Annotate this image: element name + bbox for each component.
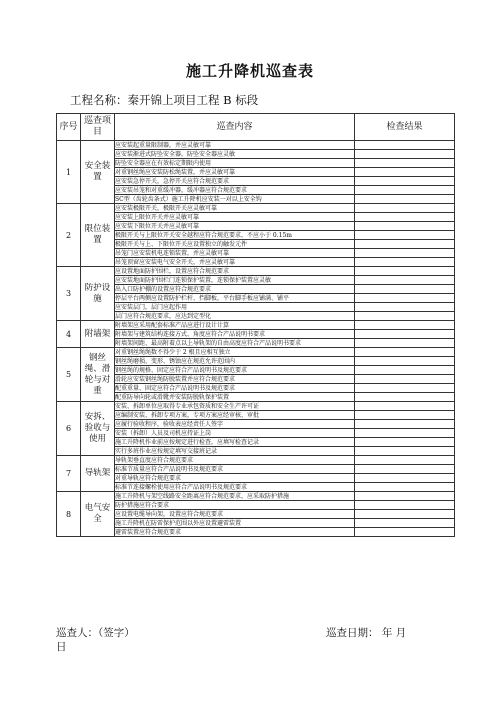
table-row xyxy=(57,267,455,276)
inspection-content: 应安装层门，层门应起作用 xyxy=(115,303,355,312)
inspection-content: 应安装地面防护围栏门连锁保护装置，连锁保护装置应灵敏 xyxy=(115,276,355,285)
inspection-category: 安拆、验收与使用 xyxy=(81,402,115,456)
inspection-category: 安全装置 xyxy=(81,141,115,204)
inspection-content: 应安装下限位开关并应灵敏可靠 xyxy=(115,222,355,231)
result-cell[interactable] xyxy=(355,384,455,393)
result-cell[interactable] xyxy=(355,465,455,474)
result-cell[interactable] xyxy=(355,429,455,438)
table-row xyxy=(57,402,455,411)
inspection-content: 防护措施应符合要求 xyxy=(115,501,355,510)
table-row xyxy=(57,141,455,150)
table-row xyxy=(57,168,455,177)
result-cell[interactable] xyxy=(355,510,455,519)
inspection-content: 应安装极限开关，极限开关应灵敏可靠 xyxy=(115,204,355,213)
table-row xyxy=(57,339,455,348)
result-cell[interactable] xyxy=(355,231,455,240)
table-row xyxy=(57,375,455,384)
result-cell[interactable] xyxy=(355,294,455,303)
result-cell[interactable] xyxy=(355,177,455,186)
result-cell[interactable] xyxy=(355,375,455,384)
result-cell[interactable] xyxy=(355,330,455,339)
result-cell[interactable] xyxy=(355,141,455,150)
table-row xyxy=(57,438,455,447)
table-row xyxy=(57,213,455,222)
table-row xyxy=(57,483,455,492)
table-row xyxy=(57,186,455,195)
table-body xyxy=(57,141,455,537)
result-cell[interactable] xyxy=(355,366,455,375)
inspection-content: 应安装吊笼和对重缓冲器，缓冲器应符合规范要求 xyxy=(115,186,355,195)
row-number: 6 xyxy=(57,402,81,456)
inspection-category: 电气安全 xyxy=(81,492,115,537)
table-row xyxy=(57,294,455,303)
table-row xyxy=(57,150,455,159)
result-cell[interactable] xyxy=(355,501,455,510)
inspection-content: 应履行验收程序，验收表应经责任人签字 xyxy=(115,420,355,429)
inspector-signature: 巡查人：（签字） xyxy=(56,627,135,639)
table-row xyxy=(57,321,455,330)
table-row xyxy=(57,330,455,339)
row-number: 2 xyxy=(57,204,81,267)
result-cell[interactable] xyxy=(355,258,455,267)
inspection-content: 出入口防护棚的设置应符合规范要求 xyxy=(115,285,355,294)
inspection-content: 标准节连接螺栓使用应符合产品说明书及规范要求 xyxy=(115,483,355,492)
result-cell[interactable] xyxy=(355,393,455,402)
result-cell[interactable] xyxy=(355,240,455,249)
inspection-content: 配重防导向轮或滑靴并安装防脱轨保护装置 xyxy=(115,393,355,402)
table-row xyxy=(57,285,455,294)
inspection-content: 对重钢丝绳绳数不得少于 2 根且应相互独立 xyxy=(115,348,355,357)
table-row xyxy=(57,519,455,528)
table-row xyxy=(57,177,455,186)
result-cell[interactable] xyxy=(355,186,455,195)
row-number: 7 xyxy=(57,456,81,492)
inspection-content: 导轨架垂直度应符合规范要求 xyxy=(115,456,355,465)
inspection-content: 对重导轨应符合规范要求 xyxy=(115,474,355,483)
table-row xyxy=(57,357,455,366)
inspection-date: 巡查日期： 年 月 xyxy=(326,627,407,639)
inspection-content: 吊笼门应安装机电连锁装置，并应灵敏可靠 xyxy=(115,249,355,258)
result-cell[interactable] xyxy=(355,204,455,213)
inspection-content: 应安装急停开关，急停开关应符合规范要求 xyxy=(115,177,355,186)
table-row xyxy=(57,447,455,456)
inspection-content: 极限开关与上、下限位开关应设置独立的触发元件 xyxy=(115,240,355,249)
table-row xyxy=(57,240,455,249)
inspection-content: 滑轮应安装钢丝绳防脱装置并应符合规范要求 xyxy=(115,375,355,384)
result-cell[interactable] xyxy=(355,438,455,447)
result-cell[interactable] xyxy=(355,420,455,429)
result-cell[interactable] xyxy=(355,519,455,528)
header-result: 检查结果 xyxy=(355,114,455,141)
inspection-content: 施工升降机在防雷保护范围以外应设置避雷装置 xyxy=(115,519,355,528)
inspection-content: 应安装上限位开关并应灵敏可靠 xyxy=(115,213,355,222)
result-cell[interactable] xyxy=(355,528,455,537)
header-no: 序号 xyxy=(57,114,81,141)
inspection-table xyxy=(56,113,455,537)
table-row xyxy=(57,366,455,375)
result-cell[interactable] xyxy=(355,276,455,285)
result-cell[interactable] xyxy=(355,249,455,258)
header-content: 巡查内容 xyxy=(115,114,355,141)
result-cell[interactable] xyxy=(355,312,455,321)
table-row xyxy=(57,465,455,474)
inspection-content: 吊笼顶窗应安装电气安全开关，并应灵敏可靠 xyxy=(115,258,355,267)
inspection-content: 应安装渐进式防坠安全器，防坠安全器应灵敏 xyxy=(115,150,355,159)
inspection-content: 附墙架与建筑结构连接方式、角度应符合产品说明书要求 xyxy=(115,330,355,339)
result-cell[interactable] xyxy=(355,222,455,231)
inspection-content: 应安装起重量限制器，并应灵敏可靠 xyxy=(115,141,355,150)
inspection-content: 防坠安全器应在有效标定期限内使用 xyxy=(115,159,355,168)
table-row xyxy=(57,312,455,321)
inspection-content: 施工升降机与架空线路安全距离应符合规范要求，应采取防护措施 xyxy=(115,492,355,501)
table-row xyxy=(57,276,455,285)
inspection-content: 附墙架应采用配套标准产品应进行设计计算 xyxy=(115,321,355,330)
inspection-category: 限位装置 xyxy=(81,204,115,267)
inspection-content: 停层平台两侧应设置防护栏杆、挡脚板，平台脚手板应铺满、铺平 xyxy=(115,294,355,303)
inspection-content: 实行多班作业应按规定填写交接班记录 xyxy=(115,447,355,456)
inspection-category: 导轨架 xyxy=(81,456,115,492)
inspection-content: 钢丝绳磨损、变形、锈蚀应在规范允许范围内 xyxy=(115,357,355,366)
inspection-date-day: 日 xyxy=(56,641,67,653)
result-cell[interactable] xyxy=(355,168,455,177)
row-number: 5 xyxy=(57,348,81,402)
inspection-content: 安装、拆卸单位应取得专业承包资质和安全生产许可证 xyxy=(115,402,355,411)
inspection-content: 应设置地面防护围栏，设置应符合规范要求 xyxy=(115,267,355,276)
inspection-content: 层门应符合规范要求，应达到定型化 xyxy=(115,312,355,321)
result-cell[interactable] xyxy=(355,339,455,348)
result-cell[interactable] xyxy=(355,285,455,294)
inspection-content: 附墙架间距、最高附着点以上导轨架的自由高度应符合产品说明书要求 xyxy=(115,339,355,348)
table-row xyxy=(57,510,455,519)
inspection-category: 附墙架 xyxy=(81,321,115,348)
inspection-content: 标准节质量应符合产品说明书及规范要求 xyxy=(115,465,355,474)
header-item: 巡查项目 xyxy=(81,114,115,141)
table-row xyxy=(57,195,455,204)
result-cell[interactable] xyxy=(355,195,455,204)
table-row xyxy=(57,429,455,438)
inspection-content: 施工升降机作业前应按规定进行检查，应填写检查记录 xyxy=(115,438,355,447)
table-row xyxy=(57,474,455,483)
table-row xyxy=(57,411,455,420)
inspection-content: SC型（齿轮齿条式）施工升降机应安装一对以上安全钩 xyxy=(115,195,355,204)
result-cell[interactable] xyxy=(355,321,455,330)
table-row xyxy=(57,456,455,465)
result-cell[interactable] xyxy=(355,213,455,222)
row-number: 1 xyxy=(57,141,81,204)
inspection-content: 应设置电缆导向架，设置应符合规范要求 xyxy=(115,510,355,519)
result-cell[interactable] xyxy=(355,348,455,357)
table-row xyxy=(57,222,455,231)
result-cell[interactable] xyxy=(355,303,455,312)
result-cell[interactable] xyxy=(355,402,455,411)
inspection-category: 防护设施 xyxy=(81,267,115,321)
result-cell[interactable] xyxy=(355,456,455,465)
table-row xyxy=(57,303,455,312)
table-row xyxy=(57,348,455,357)
table-row xyxy=(57,492,455,501)
result-cell[interactable] xyxy=(355,150,455,159)
table-row xyxy=(57,204,455,213)
table-row xyxy=(57,384,455,393)
row-number: 4 xyxy=(57,321,81,348)
table-row xyxy=(57,393,455,402)
project-name: 工程名称：秦开锦上项目工程 B 标段 xyxy=(70,93,259,107)
result-cell[interactable] xyxy=(355,492,455,501)
row-number: 3 xyxy=(57,267,81,321)
inspection-content: 钢丝绳的规格、固定应符合产品说明书及规范要求 xyxy=(115,366,355,375)
result-cell[interactable] xyxy=(355,474,455,483)
inspection-content: 避雷装置应符合规范要求 xyxy=(115,528,355,537)
table-row xyxy=(57,159,455,168)
table-row xyxy=(57,231,455,240)
inspection-content: 应编制安装、拆卸专项方案，专项方案应经审核、审批 xyxy=(115,411,355,420)
inspection-content: 极限开关与上限位开关安全越程应符合规范要求，不应小于 0.15m xyxy=(115,231,355,240)
result-cell[interactable] xyxy=(355,357,455,366)
result-cell[interactable] xyxy=(355,267,455,276)
result-cell[interactable] xyxy=(355,411,455,420)
table-row xyxy=(57,501,455,510)
table-row xyxy=(57,528,455,537)
table-row xyxy=(57,258,455,267)
result-cell[interactable] xyxy=(355,159,455,168)
inspection-content: 配重重量、固定应符合产品说明书及规范要求 xyxy=(115,384,355,393)
inspection-content: 对重钢丝绳应安装防松绳装置，并应灵敏可靠 xyxy=(115,168,355,177)
inspection-content: 安装（拆卸）人员及司机应持证上岗 xyxy=(115,429,355,438)
table-row xyxy=(57,420,455,429)
table-header-row xyxy=(57,114,455,141)
table-row xyxy=(57,249,455,258)
row-number: 8 xyxy=(57,492,81,537)
result-cell[interactable] xyxy=(355,483,455,492)
page-title: 施工升降机巡查表 xyxy=(185,62,314,80)
inspection-category: 钢丝绳、滑轮与对重 xyxy=(81,348,115,402)
result-cell[interactable] xyxy=(355,447,455,456)
